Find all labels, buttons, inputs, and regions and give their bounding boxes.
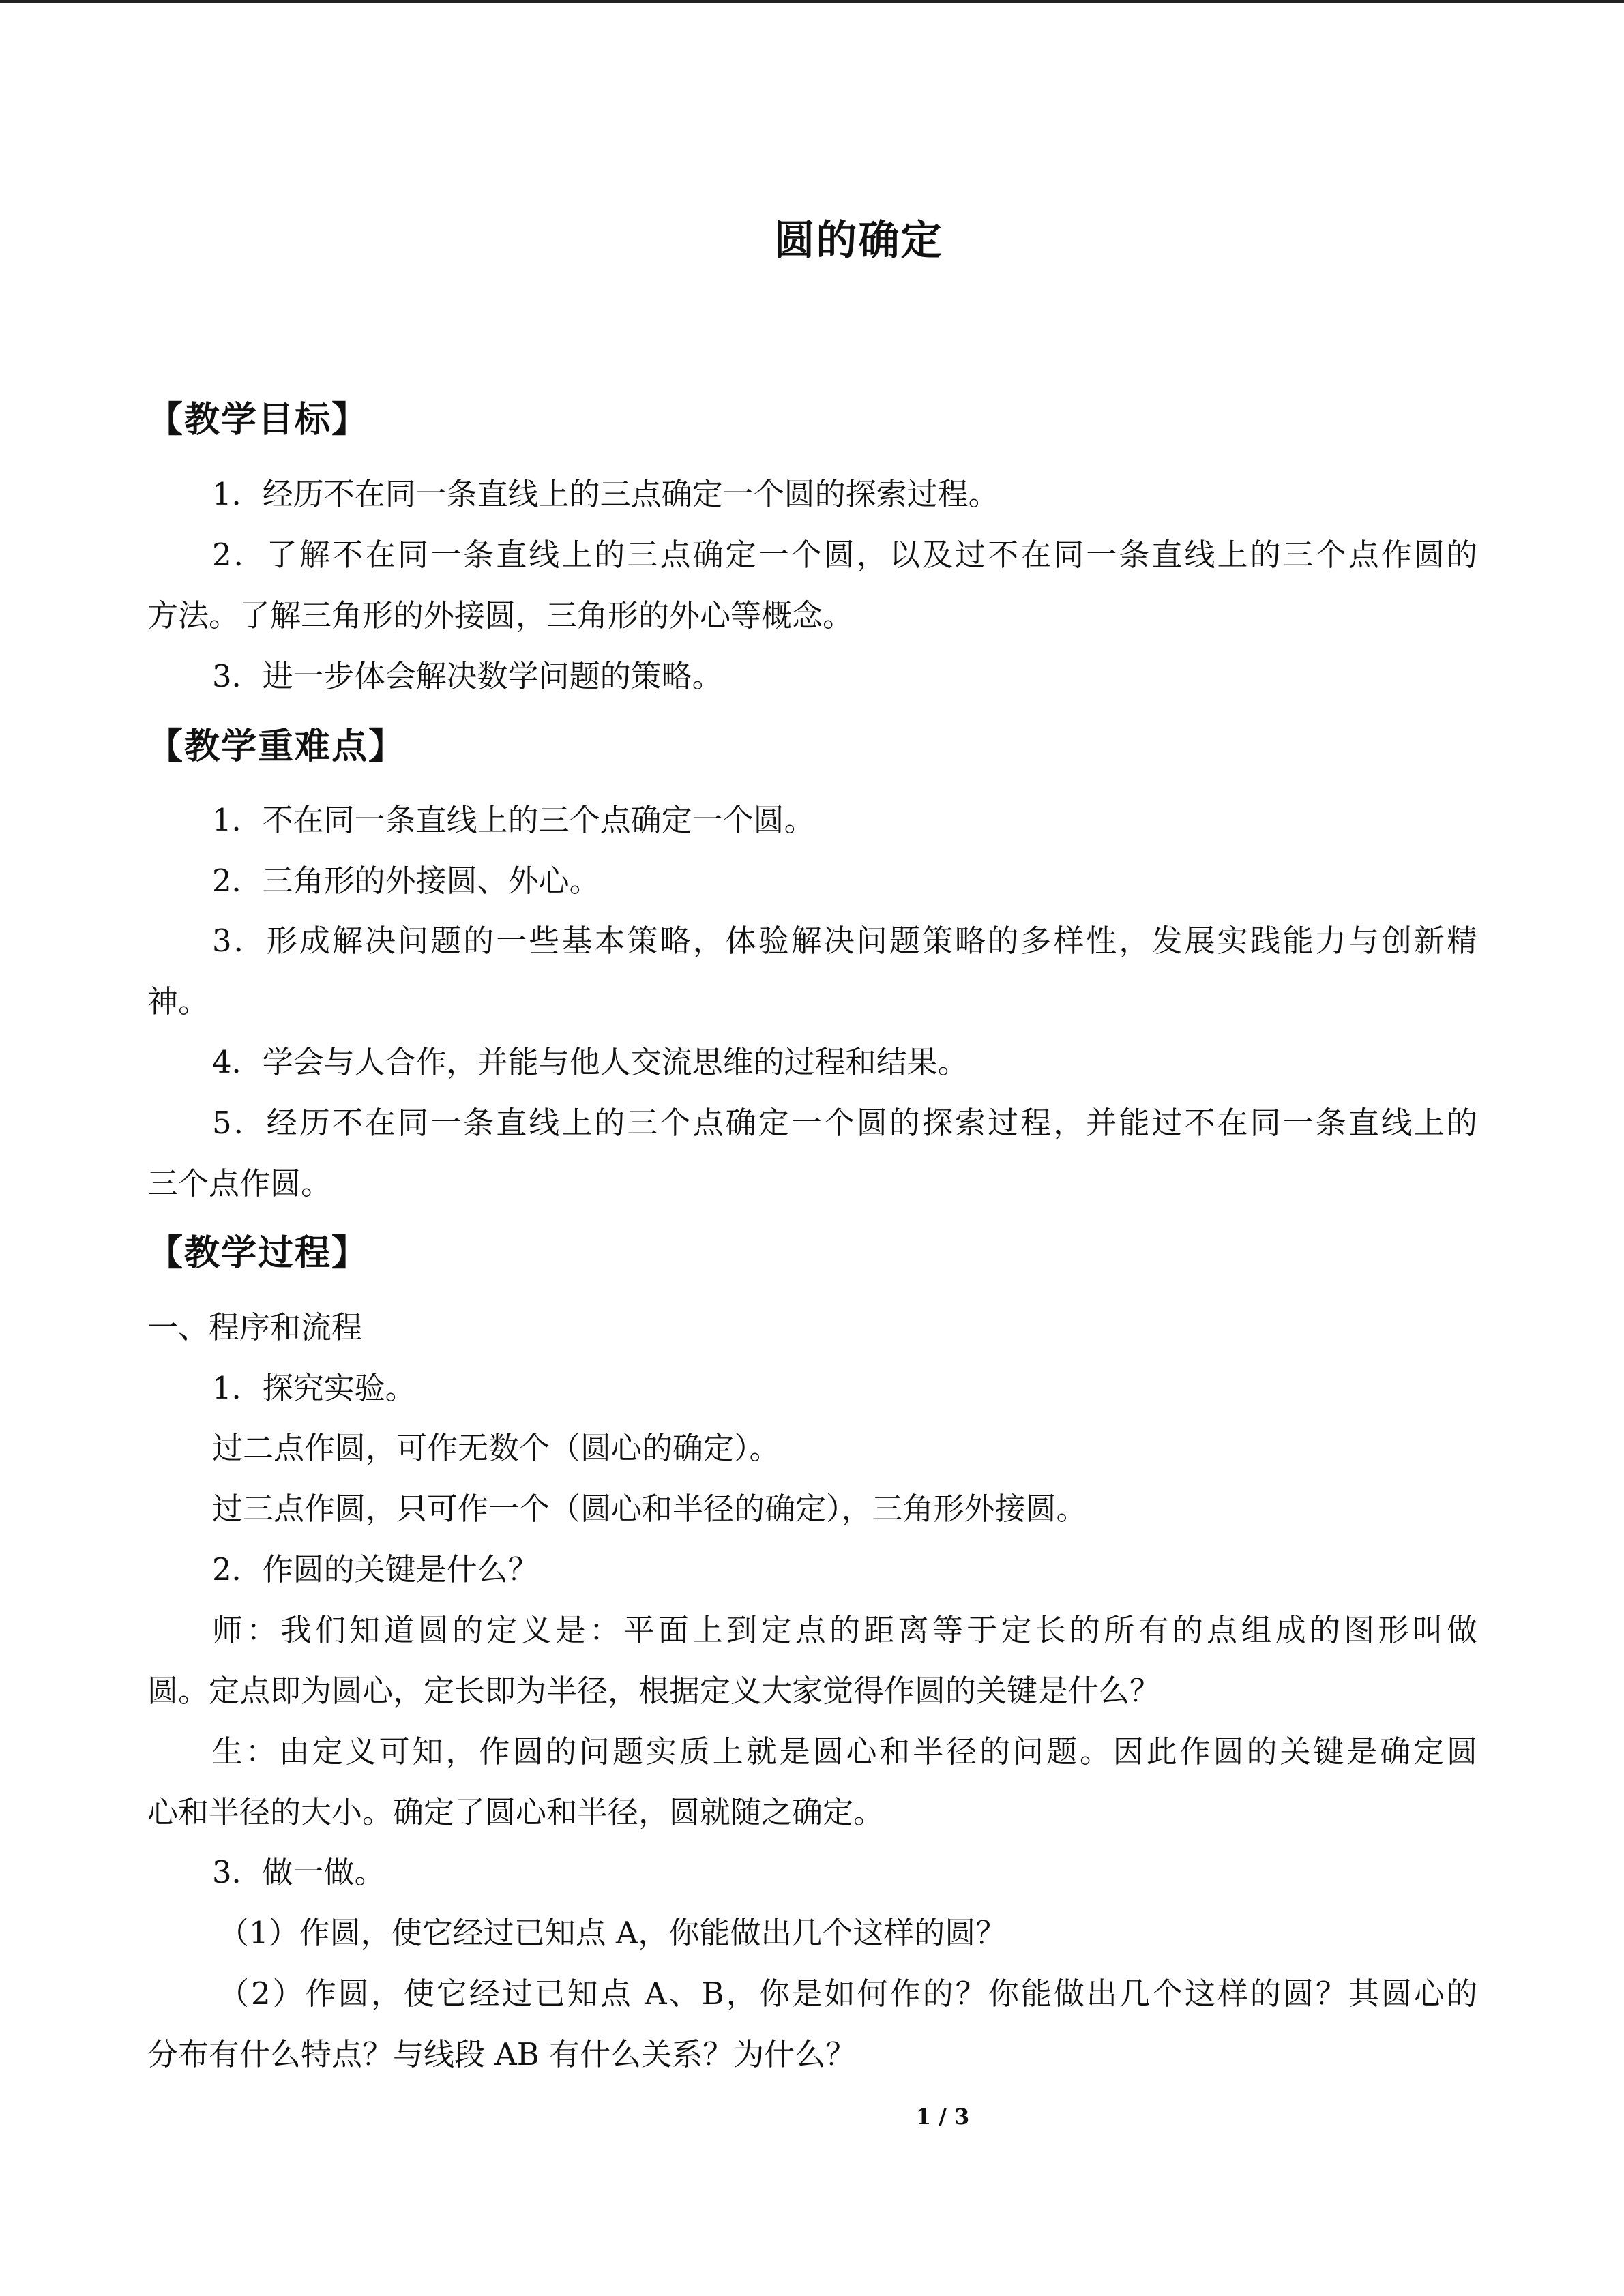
process-line-7: 圆。定点即为圆心，定长即为半径，根据定义大家觉得作圆的关键是什么？	[147, 1673, 1161, 1709]
key-points-line-2: 2．三角形的外接圆、外心。	[212, 863, 600, 899]
process-line-2: 1．探究实验。	[212, 1370, 416, 1406]
objectives-line-2: 2．了解不在同一条直线上的三点确定一个圆，以及过不在同一条直线上的三个点作圆的	[212, 537, 1477, 573]
process-line-11: （1）作圆，使它经过已知点 A，你能做出几个这样的圆？	[218, 1915, 1007, 1951]
process-heading: 【教学过程】	[147, 1232, 369, 1274]
objectives-line-1: 1．经历不在同一条直线上的三点确定一个圆的探索过程。	[212, 476, 999, 512]
key-points-line-1: 1．不在同一条直线上的三个点确定一个圆。	[212, 802, 815, 838]
key-points-heading: 【教学重难点】	[147, 726, 406, 767]
key-points-line-5: 4．学会与人合作，并能与他人交流思维的过程和结果。	[212, 1044, 969, 1080]
document-title: 圆的确定	[773, 217, 943, 265]
key-points-line-7: 三个点作圆。	[147, 1165, 332, 1202]
process-line-10: 3．做一做。	[212, 1854, 385, 1890]
page-number: 1 / 3	[915, 2104, 970, 2130]
process-line-5: 2．作圆的关键是什么？	[212, 1551, 539, 1587]
objectives-heading: 【教学目标】	[147, 399, 369, 441]
objectives-line-4: 3．进一步体会解决数学问题的策略。	[212, 658, 723, 694]
process-line-1: 一、程序和流程	[147, 1309, 363, 1345]
process-line-3: 过二点作圆，可作无数个（圆心的确定）。	[212, 1430, 780, 1466]
process-line-9: 心和半径的大小。确定了圆心和半径，圆就随之确定。	[147, 1794, 885, 1830]
process-line-13: 分布有什么特点？与线段 AB 有什么关系？为什么？	[147, 2036, 857, 2072]
process-line-12: （2）作圆，使它经过已知点 A、B，你是如何作的？你能做出几个这样的圆？其圆心的	[218, 1976, 1477, 2012]
process-line-8: 生：由定义可知，作圆的问题实质上就是圆心和半径的问题。因此作圆的关键是确定圆	[212, 1733, 1477, 1770]
process-line-6: 师：我们知道圆的定义是：平面上到定点的距离等于定长的所有的点组成的图形叫做	[212, 1612, 1477, 1648]
process-line-4: 过三点作圆，只可作一个（圆心和半径的确定），三角形外接圆。	[212, 1491, 1087, 1527]
objectives-line-3: 方法。了解三角形的外接圆，三角形的外心等概念。	[147, 597, 854, 633]
key-points-line-6: 5．经历不在同一条直线上的三个点确定一个圆的探索过程，并能过不在同一条直线上的	[212, 1105, 1477, 1141]
document-page	[147, 0, 1477, 2296]
key-points-line-3: 3．形成解决问题的一些基本策略，体验解决问题策略的多样性，发展实践能力与创新精	[212, 923, 1477, 959]
key-points-line-4: 神。	[147, 983, 209, 1019]
